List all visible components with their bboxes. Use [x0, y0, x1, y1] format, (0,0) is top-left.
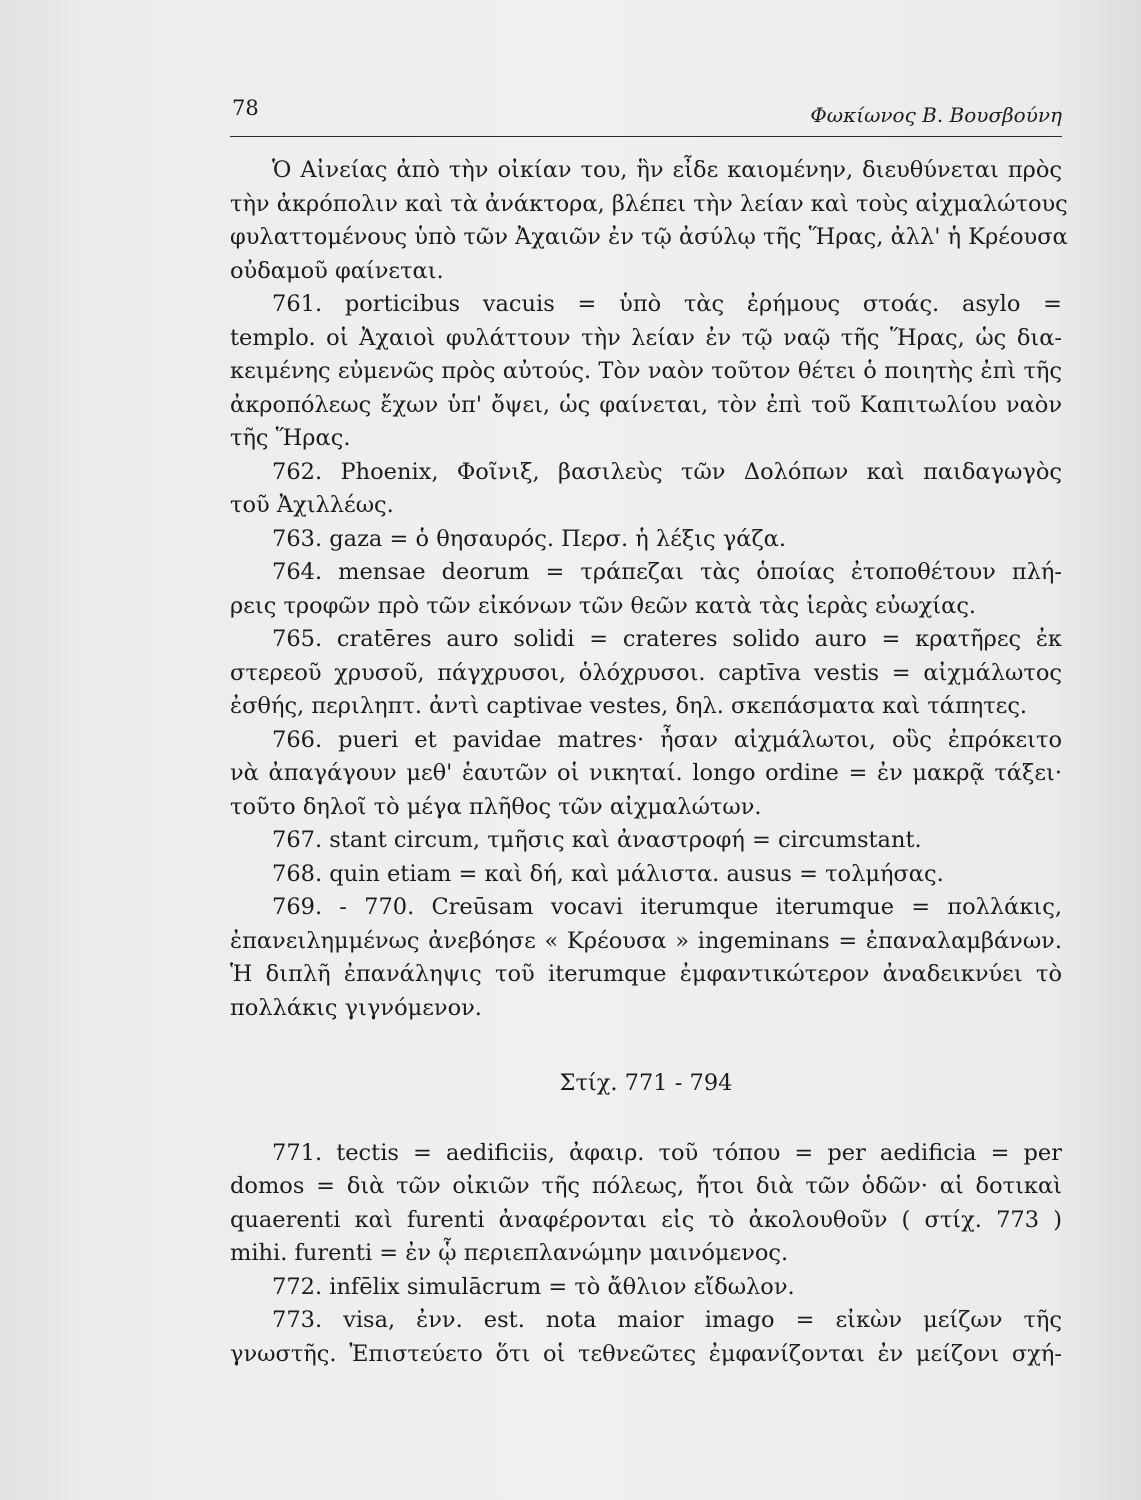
note-768: 768. quin etiam = καὶ δή, καὶ μάλιστα. ausus = τολμήσας. [272, 860, 944, 887]
running-head: Φωκίωνος Β. Βουσβούνη [810, 103, 1062, 127]
section-title: Στίχ. 771 - 794 [559, 1070, 733, 1096]
text-line: γνωστῆς. Ἐπιστεύετο ὅτι οἱ τεθνεῶτες ἐμφανίζονται ἐν μείζονι σχή- [230, 1340, 1062, 1367]
note-763: 763. gaza = ὁ θησαυρός. Περσ. ἡ λέξις γάζα. [272, 525, 786, 552]
text-line: τοῦτο δηλοῖ τὸ μέγα πλῆθος τῶν αἰχμαλώτων. [230, 793, 762, 820]
text-line: Ἡ διπλῆ ἐπανάληψις τοῦ iterumque ἐμφαντικώτερον ἀναδεικνύει τὸ [230, 961, 1062, 987]
note-773: 773. visa, ἐνν. est. nota maior imago = εἰκὼν μείζων τῆς [272, 1307, 1062, 1333]
commentary-text [230, 154, 1068, 1371]
text-line: Ὁ Αἰνείας ἀπὸ τὴν οἰκίαν του, ἣν εἶδε καιομένην, διευθύνεται πρὸς [272, 157, 1062, 183]
note-767: 767. stant circum, τμῆσις καὶ ἀναστροφή = circumstant. [272, 827, 922, 853]
page-header [230, 96, 1062, 137]
note-765: 765. cratēres auro solidi = crateres solido auro = κρατῆρες ἐκ [272, 626, 1062, 652]
text-line: νὰ ἀπαγάγουν μεθ' ἑαυτῶν οἱ νικηταί. longo ordine = ἐν μακρᾷ τάξει· [230, 760, 1062, 786]
text-line: τῆς Ἥρας. [230, 425, 351, 451]
text-line: quaerenti καὶ furenti ἀναφέρονται εἰς τὸ ἀκολουθοῦν ( στίχ. 773 ) [230, 1206, 1062, 1233]
text-line: ἐπανειλημμένως ἀνεβόησε « Κρέουσα » ingeminans = ἐπαναλαμβάνων. [230, 927, 1062, 954]
text-line: τὴν ἀκρόπολιν καὶ τὰ ἀνάκτορα, βλέπει τὴν λείαν καὶ τοὺς αἰχμαλώτους [230, 190, 1068, 217]
text-line: ἐσθής, περιληπτ. ἀντὶ captivae vestes, δηλ. σκεπάσματα καὶ τάπητες. [230, 693, 1028, 719]
note-772: 772. infēlix simulācrum = τὸ ἄθλιον εἴδωλον. [272, 1273, 795, 1300]
text-line: templo. οἱ Ἀχαιοὶ φυλάττουν τὴν λείαν ἐν τῷ ναῷ τῆς Ἥρας, ὡς δια- [230, 324, 1062, 351]
text-line: στερεοῦ χρυσοῦ, πάγχρυσοι, ὁλόχρυσοι. captīva vestis = αἰχμάλωτος [230, 659, 1062, 686]
note-766: 766. pueri et pavidae matres· ἦσαν αἰχμάλωτοι, οὓς ἐπρόκειτο [272, 726, 1062, 753]
text-line: mihi. furenti = ἐν ᾧ περιεπλανώμην μαινόμενος. [230, 1240, 789, 1266]
text-line: οὐδαμοῦ φαίνεται. [230, 257, 444, 284]
text-line: domos = διὰ τῶν οἰκιῶν τῆς πόλεως, ἤτοι διὰ τῶν ὁδῶν· αἱ δοτικαὶ [230, 1173, 1062, 1199]
text-line: ἀκροπόλεως ἔχων ὑπ' ὄψει, ὡς φαίνεται, τὸν ἐπὶ τοῦ Καπιτωλίου ναὸν [230, 391, 1062, 418]
note-762: 762. Phoenix, Φοῖνιξ, βασιλεὺς τῶν Δολόπων καὶ παιδαγωγὸς [272, 458, 1062, 485]
page-number: 78 [232, 96, 259, 120]
text-line: φυλαττομένους ὑπὸ τῶν Ἀχαιῶν ἐν τῷ ἀσύλῳ τῆς Ἥρας, ἀλλ' ἡ Κρέουσα [230, 224, 1068, 250]
commentary-block-2 [230, 1137, 1062, 1372]
note-761: 761. porticibus vacuis = ὑπὸ τὰς ἐρήμους στοάς. asylo = [272, 291, 1062, 317]
note-771: 771. tectis = aedificiis, ἀφαιρ. τοῦ τόπου = per aedificia = per [272, 1139, 1062, 1166]
text-line: ρεις τροφῶν πρὸ τῶν εἰκόνων τῶν θεῶν κατὰ τὰς ἱερὰς εὐωχίας. [230, 592, 977, 619]
note-769-770: 769. - 770. Creūsam vocavi iterumque iterumque = πολλάκις, [272, 894, 1062, 920]
commentary-block-1 [230, 154, 1068, 1025]
text-line: κειμένης εὐμενῶς πρὸς αὐτούς. Τὸν ναὸν τοῦτον θέτει ὁ ποιητὴς ἐπὶ τῆς [230, 358, 1062, 384]
text-line: τοῦ Ἀχιλλέως. [230, 492, 394, 518]
text-line: πολλάκις γιγνόμενον. [230, 994, 482, 1021]
note-764: 764. mensae deorum = τράπεζαι τὰς ὁποίας ἐτοποθέτουν πλή- [272, 559, 1062, 585]
